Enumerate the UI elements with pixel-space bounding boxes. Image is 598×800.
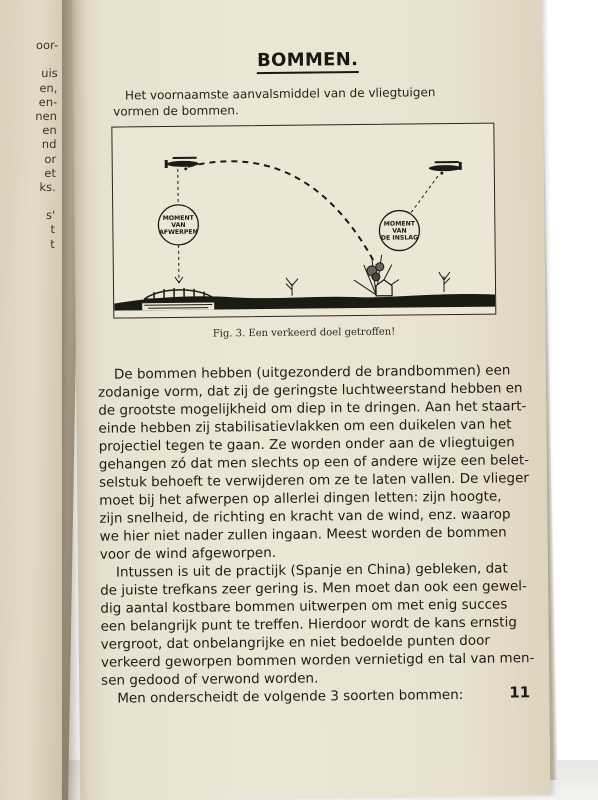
figure-illustration <box>111 123 496 319</box>
previous-page-fragment: en <box>42 123 57 138</box>
body-line: we hier niet nader zullen ingaan. Meest worden de bommen <box>99 524 507 545</box>
body-line: De bommen hebben (uitgezonderd de brandbommen) een <box>113 362 511 383</box>
previous-page-fragment: oor- <box>35 38 59 52</box>
bomb-trajectory-drawing <box>112 124 495 318</box>
body-line: verkeerd geworpen bommen worden vernietigd en tal van men- <box>100 650 535 671</box>
bomb-trajectory <box>188 160 376 267</box>
airplane-right <box>429 161 462 175</box>
label-moment-afwerpen: MOMENTVANAFWERPEN <box>159 214 198 237</box>
gutter-shadow <box>62 0 88 800</box>
previous-page-fragment: t <box>50 222 56 237</box>
previous-page-fragment: en, <box>39 80 58 95</box>
previous-page-fragment <box>0 194 56 208</box>
previous-page-fragment: or <box>44 151 57 166</box>
previous-page-fragment: nd <box>41 137 57 152</box>
body-line: Men onderscheidt de volgende 3 soorten bommen: <box>117 686 464 707</box>
intro-paragraph: Het voornaamste aanvalsmiddel van de vliegtuigen vormen de bommen. <box>113 85 436 119</box>
airplane-left <box>165 157 199 171</box>
body-line: moet bij het afwerpen op allerlei dingen letten: zijn hoogte, <box>99 488 502 509</box>
body-line: een belangrijk punt te treffen. Hierdoor wordt de kans ernstig <box>100 614 517 635</box>
body-line: de juiste trefkans zeer gering is. Men moet dan ook een gewel- <box>100 578 527 599</box>
book-page <box>72 0 550 800</box>
page-number: 11 <box>509 683 531 702</box>
label-moment-inslag: MOMENTVANDE INSLAG <box>380 220 419 242</box>
body-line: de grootste mogelijkheid om diep in te dringen. Aan het staart- <box>98 398 527 419</box>
figure-caption: Fig. 3. Een verkeerd doel getroffen! <box>212 326 396 340</box>
river <box>142 303 214 311</box>
body-line: zijn snelheid, de richting en kracht van de wind, enz. waarop <box>99 506 511 527</box>
previous-page-fragment: uis <box>41 66 58 81</box>
impact-line <box>408 176 438 216</box>
previous-page-fragment: nen <box>35 108 58 123</box>
body-line: projectiel tegen te gaan. Ze worden onder aan de vliegtuigen <box>98 434 515 455</box>
page-title-text: BOMMEN. <box>257 49 358 74</box>
previous-page-fragment: ks. <box>39 179 56 194</box>
body-line: zodanige vorm, dat zij de geringste luchtweerstand hebben en <box>98 380 523 401</box>
body-line: vergroot, dat onbelangrijke en niet bedoelde punten door <box>100 632 490 653</box>
body-line: dig aantal kostbare bommen uitwerpen om met enig succes <box>100 596 508 617</box>
previous-page-fragment <box>0 52 58 66</box>
previous-page-fragment: et <box>44 165 57 180</box>
previous-page-text <box>0 38 58 251</box>
page-title <box>73 47 543 73</box>
body-line: Intussen is uit de practijk (Spanje en China) gebleken, dat <box>115 560 508 581</box>
body-line: voor de wind afgeworpen. <box>99 544 277 563</box>
body-text <box>98 361 534 708</box>
previous-page-fragment: s' <box>45 208 56 223</box>
previous-page-fragment: t <box>50 236 55 251</box>
body-line: gehangen zó dat men slechts op een of andere wijze een belet- <box>98 452 530 473</box>
body-line: sen gedood of verwond worden. <box>101 670 319 689</box>
body-line: selstuk behoeft te verwijderen om ze te laten vallen. De vlieger <box>98 470 530 491</box>
body-line: einde hebben zij stabilisatievlakken om een duikelen van het <box>98 416 512 437</box>
previous-page-fragment: en- <box>38 94 58 109</box>
